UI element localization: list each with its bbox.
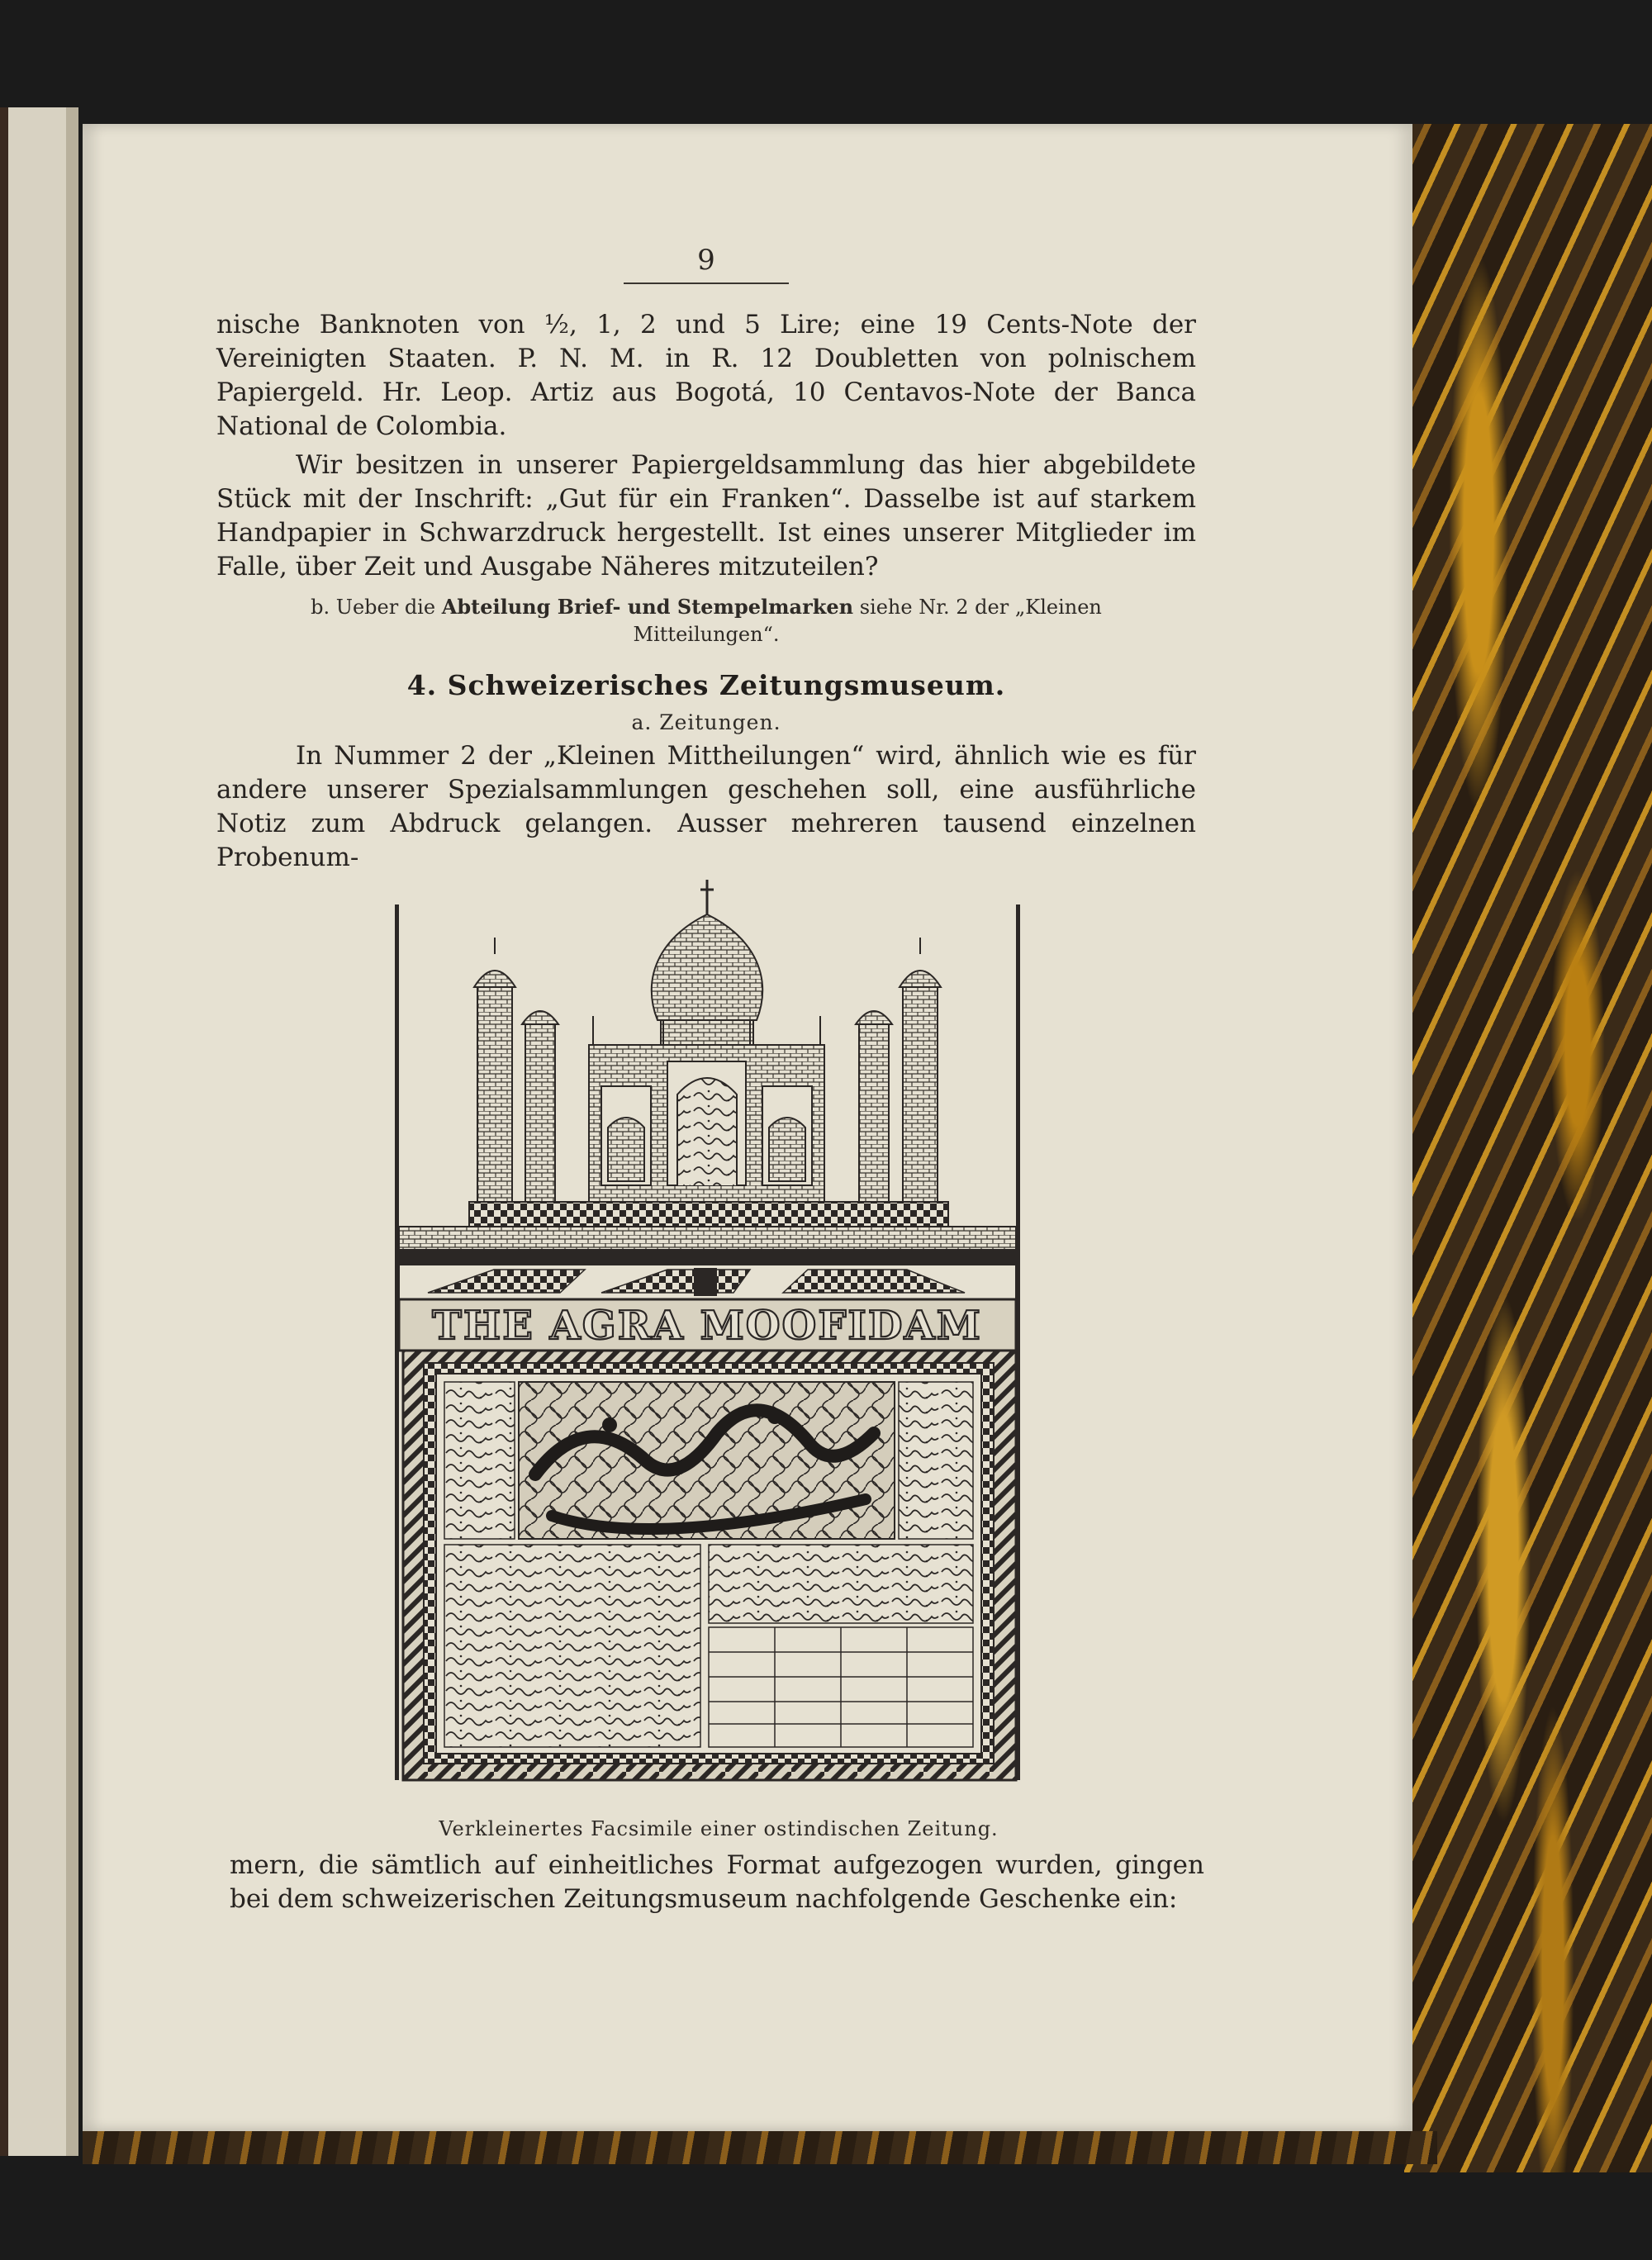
garden-pavement <box>399 1265 1016 1299</box>
urdu-text-columns <box>444 1545 973 1747</box>
paragraph-paper-money: Wir besitzen in unserer Papiergeldsammlung das hier abgebildete Stück mit der Inschrift: „Gut für ein Franken“. Dasselbe ist auf starkem Handpapier in Schwarzdruck hergestellt. Ist eines unserer Mitglieder im Falle, über Zeit und Ausgabe Näheres mitzuteilen? <box>216 450 1196 582</box>
facing-page-edge <box>0 107 78 2156</box>
book-board-edge <box>83 2131 1437 2164</box>
note-suffix: siehe Nr. 2 der „Kleinen Mitteilungen“. <box>633 596 1102 646</box>
subsection-title: a. Zeitungen. <box>631 710 781 734</box>
section-title: 4. Schweizerisches Zeitungsmuseum. <box>406 669 1006 701</box>
note-bold: Abteilung Brief- und Stempelmarken <box>441 595 854 619</box>
newspaper-facsimile <box>395 880 1031 1797</box>
page-number-rule <box>624 282 789 284</box>
taj-mahal-illustration <box>469 880 948 1227</box>
paragraph-gifts: mern, die sämtlich auf einheitliches Format aufgezogen wurden, gingen bei dem schweizerischen Zeitungsmuseum nachfolgende Geschenke ein: <box>230 1850 1204 1914</box>
paragraph-banknotes: nische Banknoten von ½, 1, 2 und 5 Lire; eine 19 Cents-Note der Vereinigten Staaten. P. N. M. in R. 12 Doubletten von polnischem Papiergeld. Hr. Leop. Artiz aus Bogotá, 10 Centavos-Note der Banca National de Colombia. <box>216 310 1196 441</box>
figure-caption: Verkleinertes Facsimile einer ostindischen Zeitung. <box>439 1817 999 1840</box>
page-number: 9 <box>697 244 715 277</box>
masthead-title: THE AGRA MOOFIDAM <box>432 1303 982 1349</box>
urdu-title-panel <box>444 1382 973 1539</box>
note-prefix: b. Ueber die <box>311 596 436 619</box>
note-stamp-department <box>248 593 1165 648</box>
paragraph-newspapers: In Nummer 2 der „Kleinen Mittheilungen“ wird, ähnlich wie es für andere unserer Spezialsammlungen geschehen soll, eine ausführliche Notiz zum Abdruck gelangen. Ausser mehreren tausend einzelnen Probenum- <box>216 741 1196 872</box>
marbled-endpaper <box>1404 124 1652 2172</box>
